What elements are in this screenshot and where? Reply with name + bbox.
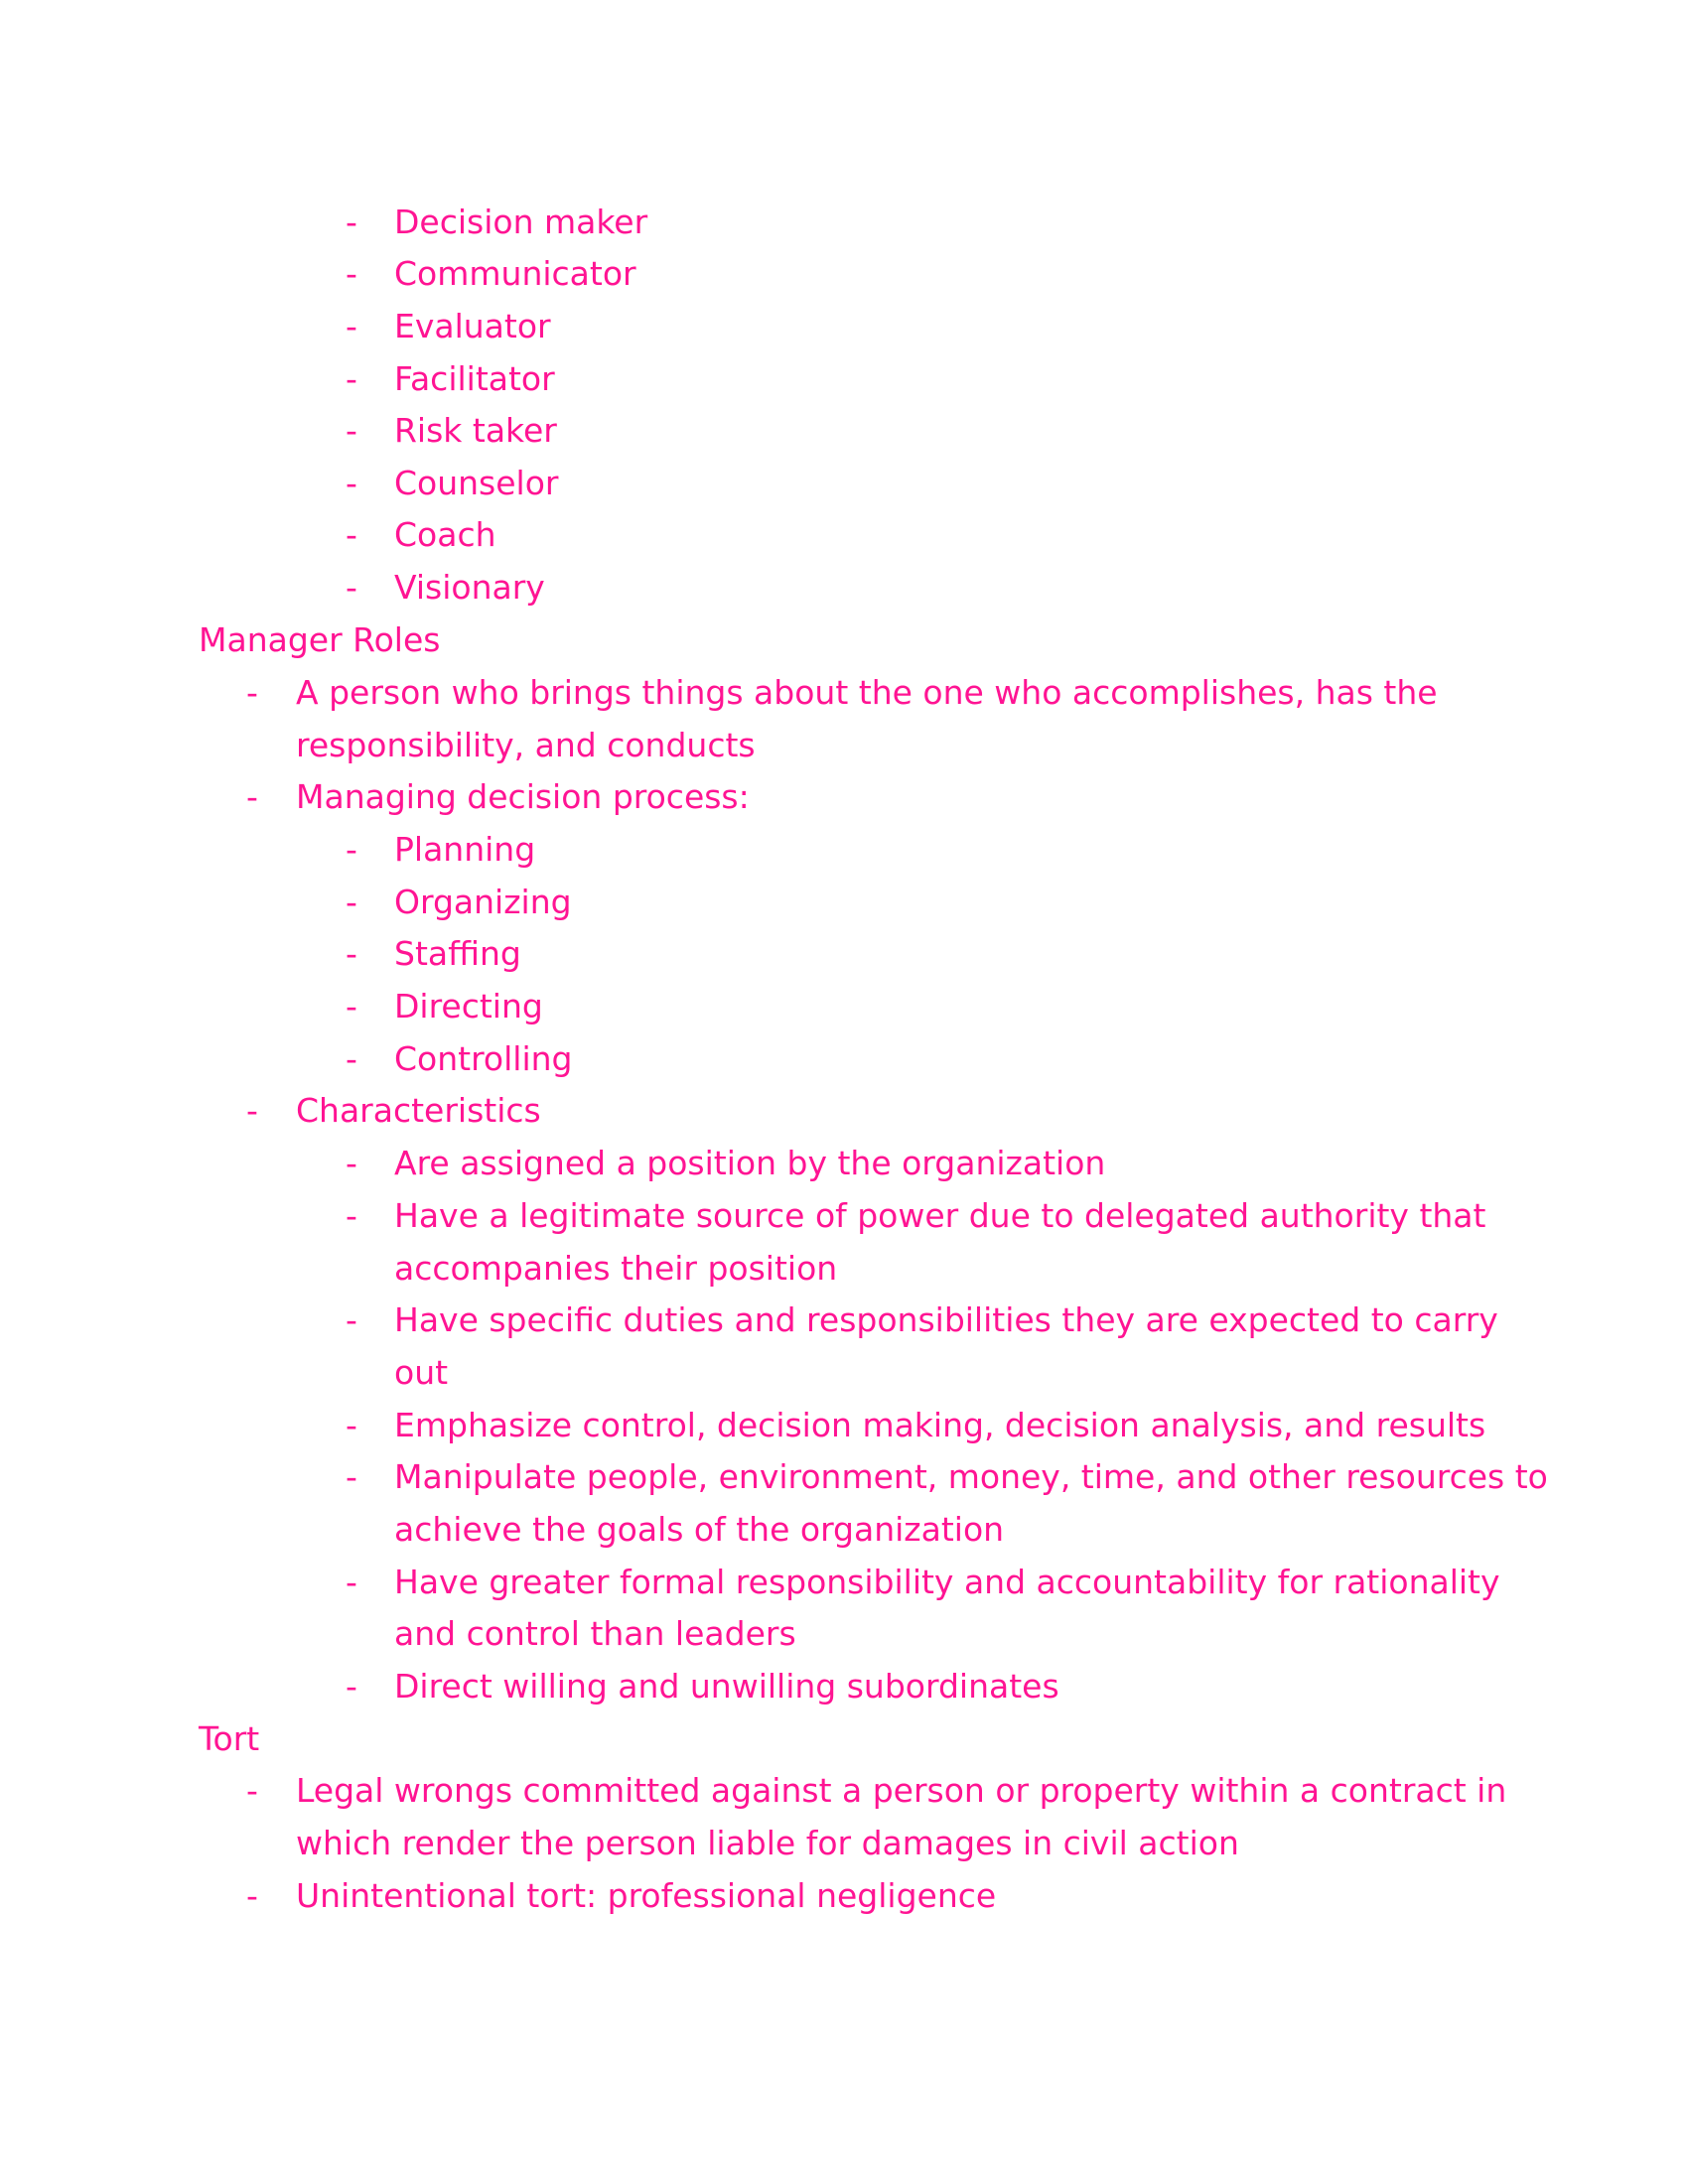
bullet-dash: - (346, 254, 357, 293)
bullet-dash: - (346, 1196, 357, 1235)
list-item-text: Evaluator (394, 307, 551, 345)
list-item-text: Are assigned a position by the organization (394, 1144, 1106, 1182)
list-item-text: Visionary (394, 568, 545, 607)
list-item-text: Planning (394, 830, 536, 869)
list-item-text: accompanies their position (394, 1249, 838, 1288)
list-item-text: Unintentional tort: professional negligence (296, 1876, 997, 1915)
list-item-text: Directing (394, 987, 543, 1025)
bullet-dash: - (346, 1667, 357, 1706)
bullet-dash: - (346, 1039, 357, 1078)
bullet-dash: - (246, 1091, 258, 1130)
list-item-text: Communicator (394, 254, 636, 293)
list-item-text: and control than leaders (394, 1614, 796, 1653)
list-item-text: Have a legitimate source of power due to delegated authority that (394, 1196, 1486, 1235)
bullet-dash: - (346, 203, 357, 241)
bullet-dash: - (246, 777, 258, 816)
bullet-dash: - (346, 464, 357, 502)
list-item-text: Facilitator (394, 359, 555, 398)
bullet-dash: - (346, 1563, 357, 1601)
list-item-text: Controlling (394, 1039, 573, 1078)
bullet-dash: - (246, 1771, 258, 1810)
list-item-text: Emphasize control, decision making, decision analysis, and results (394, 1406, 1486, 1444)
list-item-text: Manipulate people, environment, money, time, and other resources to (394, 1457, 1548, 1496)
bullet-dash: - (346, 1300, 357, 1339)
list-item-text: Decision maker (394, 203, 648, 241)
list-item-text: Coach (394, 515, 496, 554)
bullet-dash: - (346, 934, 357, 973)
bullet-dash: - (346, 411, 357, 450)
list-item-text: Organizing (394, 883, 572, 921)
list-item-text: Have greater formal responsibility and accountability for rationality (394, 1563, 1500, 1601)
bullet-dash: - (346, 830, 357, 869)
list-item-text: Have specific duties and responsibilities they are expected to carry (394, 1300, 1498, 1339)
list-item-text: Direct willing and unwilling subordinates (394, 1667, 1059, 1706)
bullet-dash: - (346, 987, 357, 1025)
list-item-text: Legal wrongs committed against a person or property within a contract in (296, 1771, 1507, 1810)
list-item-text: Characteristics (296, 1091, 541, 1130)
list-item-text: responsibility, and conducts (296, 726, 756, 764)
list-item-text: Risk taker (394, 411, 557, 450)
list-item-text: Managing decision process: (296, 777, 750, 816)
list-item-text: Staffing (394, 934, 521, 973)
bullet-dash: - (346, 568, 357, 607)
list-item-text: achieve the goals of the organization (394, 1510, 1005, 1549)
section-heading-tort: Tort (199, 1719, 260, 1758)
bullet-dash: - (346, 307, 357, 345)
bullet-dash: - (346, 1406, 357, 1444)
bullet-dash: - (246, 1876, 258, 1915)
list-item-text: Counselor (394, 464, 559, 502)
bullet-dash: - (346, 1144, 357, 1182)
list-item-text: which render the person liable for damages in civil action (296, 1824, 1239, 1862)
list-item-text: A person who brings things about the one who accomplishes, has the (296, 673, 1438, 712)
list-item-text: out (394, 1353, 449, 1392)
bullet-dash: - (346, 883, 357, 921)
bullet-dash: - (346, 359, 357, 398)
bullet-dash: - (346, 515, 357, 554)
bullet-dash: - (246, 673, 258, 712)
section-heading-manager-roles: Manager Roles (199, 620, 441, 659)
bullet-dash: - (346, 1457, 357, 1496)
